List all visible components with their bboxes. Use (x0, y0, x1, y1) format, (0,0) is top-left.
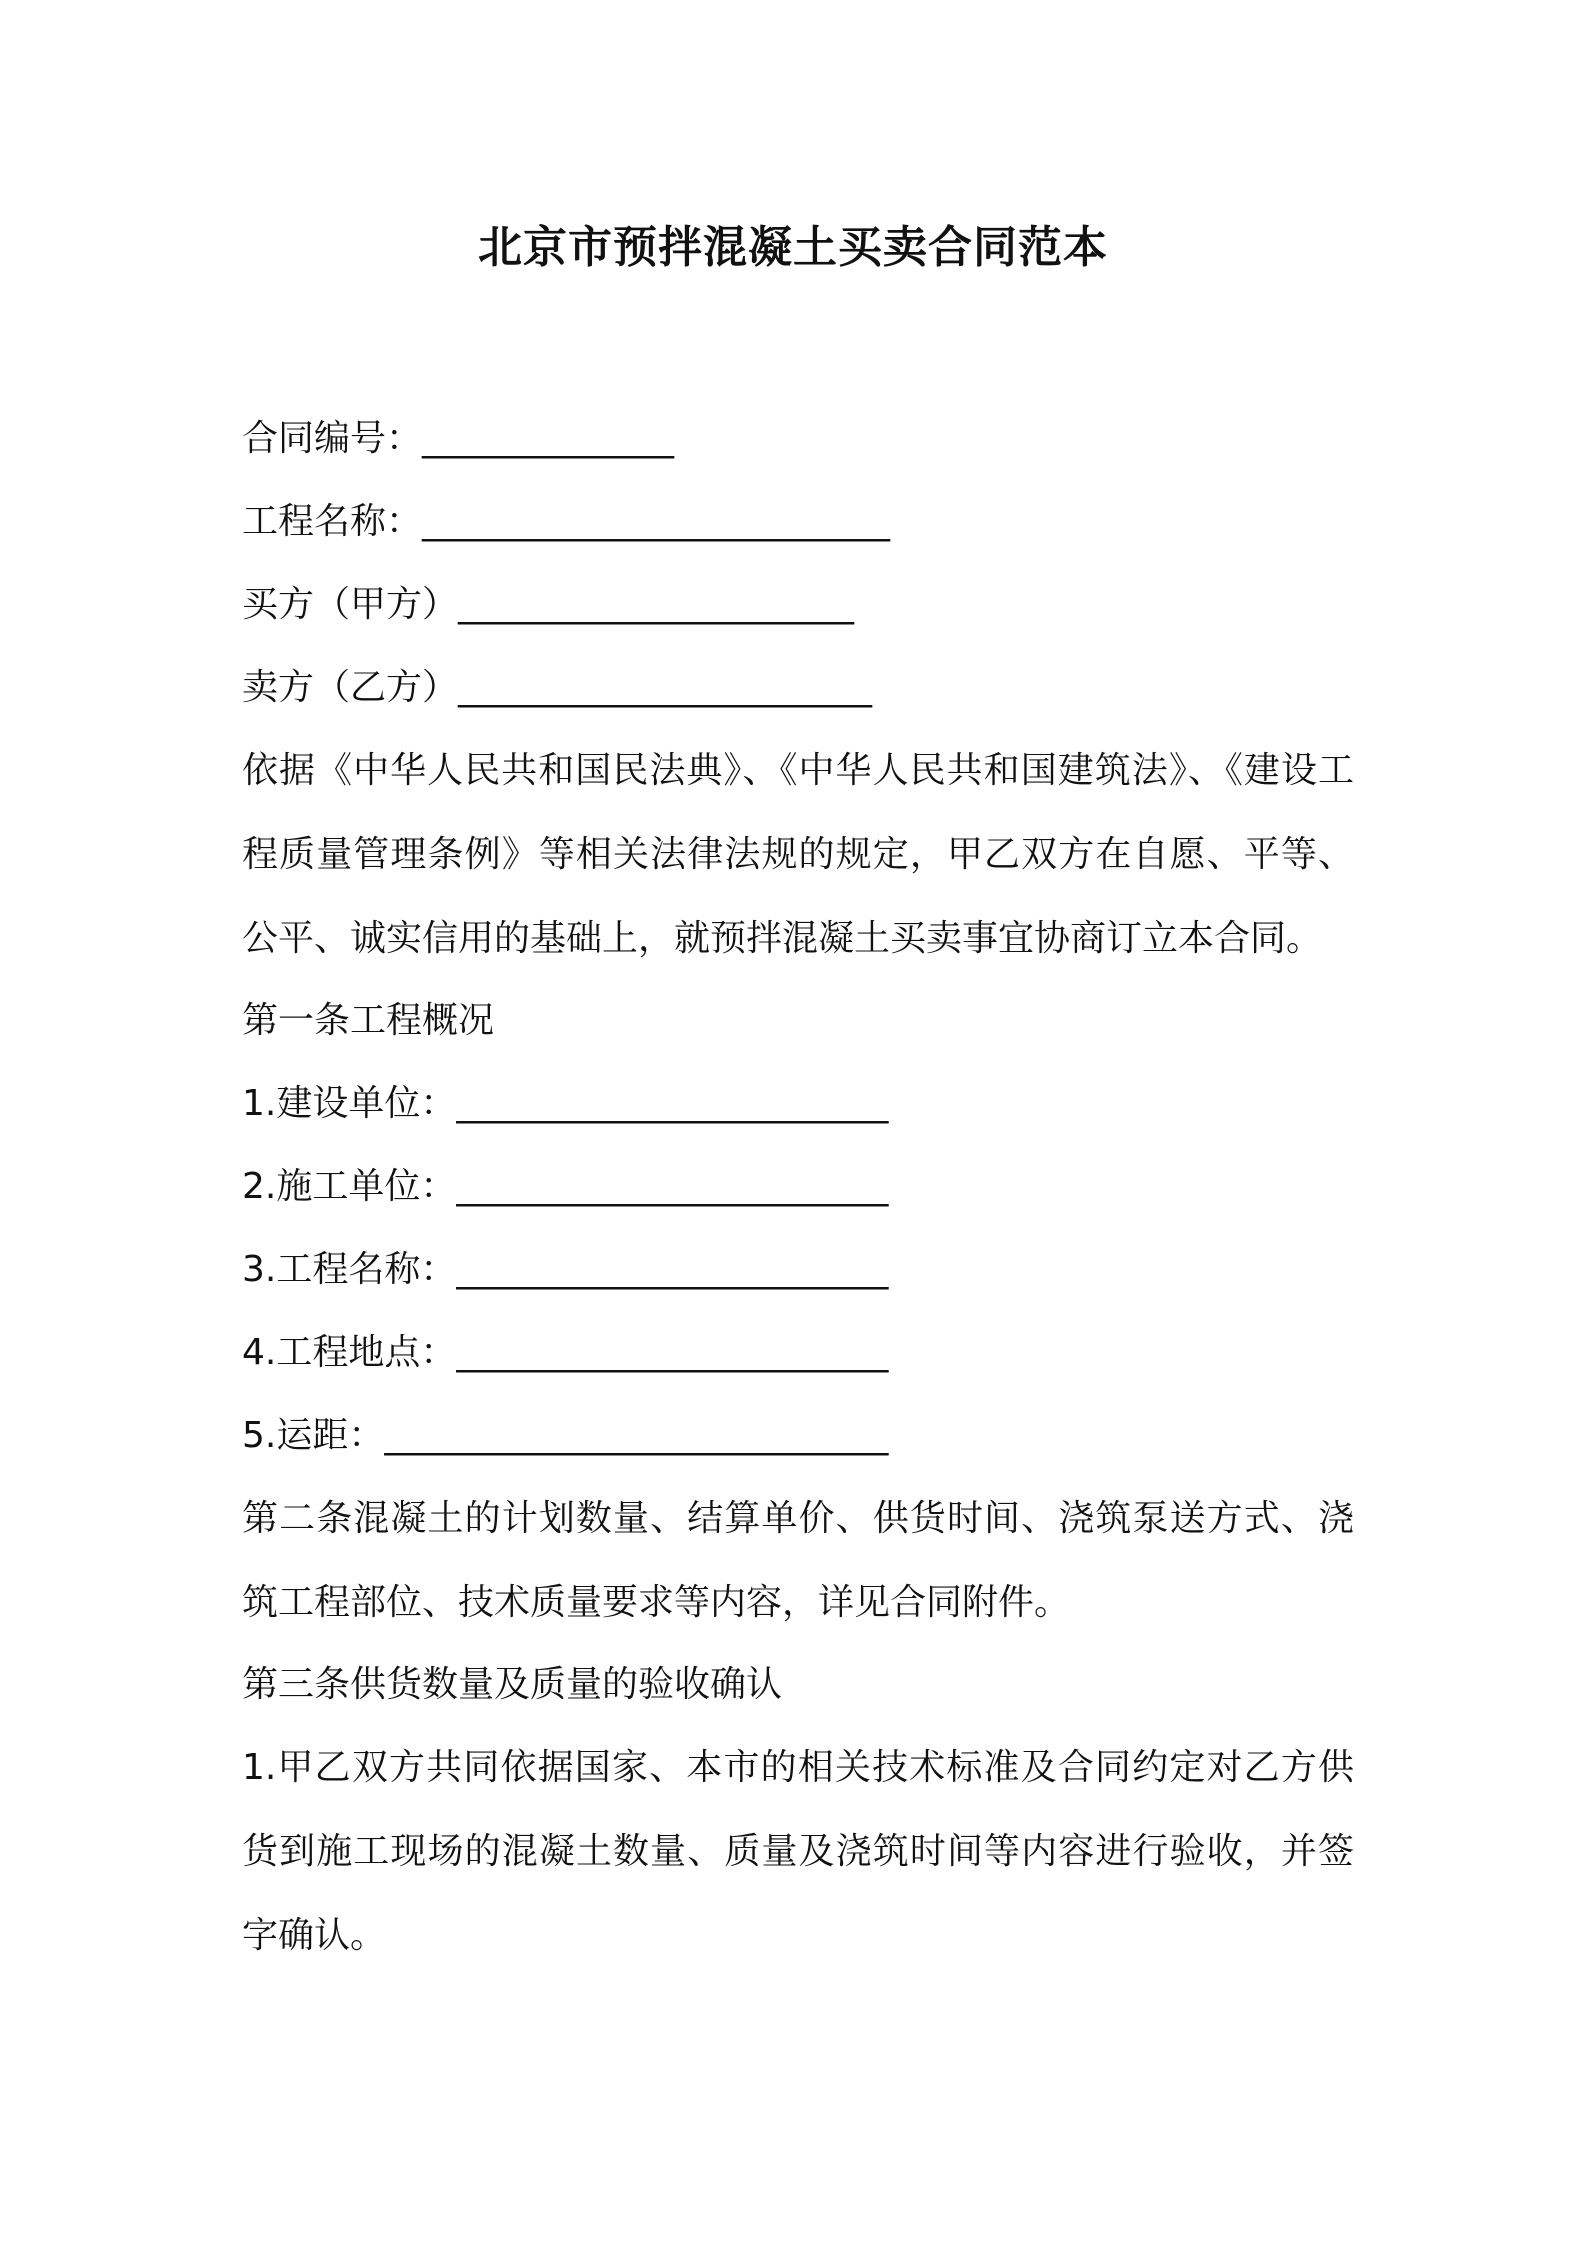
field-seller (242, 663, 872, 713)
item-blank: ____________________________ (384, 1415, 889, 1456)
field-blank: ______________________ (458, 584, 855, 625)
field-label: 合同编号： (242, 418, 423, 459)
item-blank: ________________________ (456, 1083, 889, 1124)
field-contract-number (242, 414, 674, 464)
item-label: 4.工程地点： (242, 1332, 457, 1373)
field-label: 买方（甲方） (242, 584, 459, 625)
item-blank: ________________________ (456, 1249, 889, 1290)
item-blank: ________________________ (456, 1166, 889, 1207)
article1-item-1 (242, 1079, 888, 1129)
item-label: 5.运距： (242, 1415, 385, 1456)
article1-item-2 (242, 1162, 888, 1212)
article3-item-1: 1.甲乙双方共同依据国家、本市的相关技术标准及合同约定对乙方供货到施工现场的混凝土数量、质量及浇筑时间等内容进行验收，并签字确认。 (242, 1747, 1354, 1956)
field-project-name (242, 497, 890, 547)
field-blank: _______________________ (458, 667, 873, 708)
field-blank: ______________ (422, 418, 675, 459)
field-buyer (242, 580, 854, 630)
field-label: 卖方（乙方） (242, 667, 459, 708)
document-title: 北京市预拌混凝土买卖合同范本 (478, 222, 1108, 273)
article3-heading: 第三条供货数量及质量的验收确认 (242, 1664, 783, 1705)
article2-paragraph: 第二条混凝土的计划数量、结算单价、供货时间、浇筑泵送方式、浇筑工程部位、技术质量要求等内容，详见合同附件。 (242, 1498, 1354, 1623)
item-label: 3.工程名称： (242, 1249, 457, 1290)
intro-paragraph: 依据《中华人民共和国民法典》、《中华人民共和国建筑法》、《建设工程质量管理条例》等相关法律法规的规定，甲乙双方在自愿、平等、公平、诚实信用的基础上，就预拌混凝土买卖事宜协商订立本合同。 (242, 750, 1354, 959)
article1-heading: 第一条工程概况 (242, 1000, 495, 1041)
field-blank: __________________________ (422, 501, 891, 542)
item-label: 1.建设单位： (242, 1083, 457, 1124)
article1-item-3 (242, 1245, 888, 1295)
article1-item-5 (242, 1411, 888, 1461)
field-label: 工程名称： (242, 501, 423, 542)
item-label: 2.施工单位： (242, 1166, 457, 1207)
article1-item-4 (242, 1328, 888, 1378)
item-blank: ________________________ (456, 1332, 889, 1373)
